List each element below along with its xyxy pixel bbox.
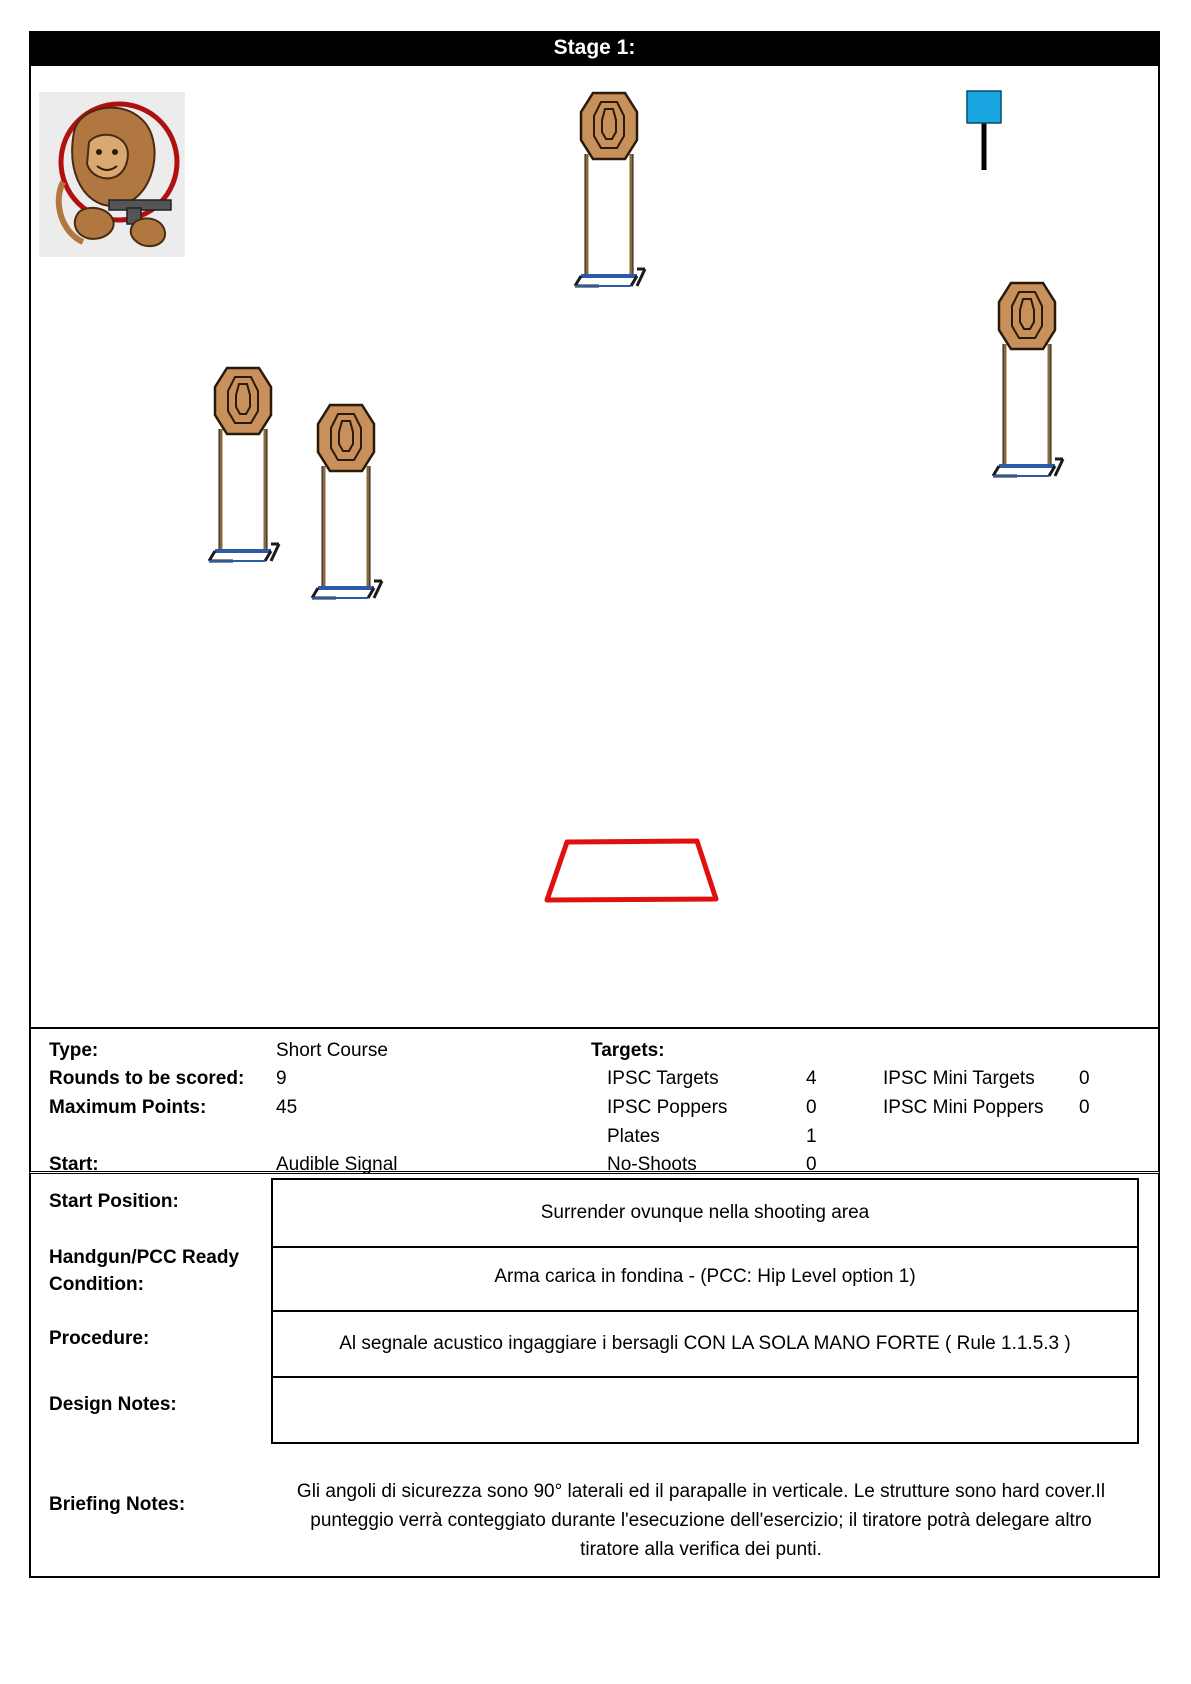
design-notes-label: Design Notes: <box>49 1394 177 1415</box>
design-notes-box <box>271 1378 1139 1444</box>
stage-title-bar <box>29 31 1160 64</box>
stage-diagram <box>29 64 1160 1029</box>
start-label: Start: <box>49 1154 99 1175</box>
stage-info-table <box>29 1027 1160 1175</box>
mini-target-label: IPSC Mini Poppers <box>883 1097 1044 1118</box>
mini-target-label: IPSC Mini Targets <box>883 1068 1035 1089</box>
ipsc-target-3 <box>312 405 382 598</box>
ready-condition-box <box>271 1244 1139 1312</box>
target-type-count: 1 <box>806 1126 817 1147</box>
type-label: Type: <box>49 1040 99 1061</box>
start-position-label: Start Position: <box>49 1191 179 1212</box>
start-value: Audible Signal <box>276 1154 398 1175</box>
ipsc-target-4 <box>993 283 1063 476</box>
target-type-count: 0 <box>806 1097 817 1118</box>
stage-diagram-svg <box>31 66 1158 1027</box>
targets-label: Targets: <box>591 1040 665 1061</box>
shooting-area <box>547 841 716 900</box>
briefing-notes-value: Gli angoli di sicurezza sono 90° laterali ed il parapalle in verticale. Le strutture sono hard cover.Il punteggio verrà conteggiato durante l'esecuzione dell'esercizio; il tiratore potrà delegare altro tiratore alla verifica dei punti. <box>296 1481 1106 1560</box>
start-position-box <box>271 1178 1139 1248</box>
ready-condition-value: Arma carica in fondina - (PCC: Hip Level option 1) <box>494 1266 916 1287</box>
steel-plate <box>967 91 1001 170</box>
stage-details <box>29 1171 1160 1578</box>
type-value: Short Course <box>276 1040 388 1061</box>
target-type-count: 4 <box>806 1068 817 1089</box>
max-points-label: Maximum Points: <box>49 1097 207 1118</box>
ready-condition-label-line1: Handgun/PCC Ready <box>49 1247 240 1268</box>
rounds-value: 9 <box>276 1068 287 1089</box>
procedure-box <box>271 1312 1139 1378</box>
ipsc-target-1 <box>575 93 645 286</box>
procedure-label: Procedure: <box>49 1328 150 1349</box>
target-type-label: IPSC Targets <box>607 1068 719 1089</box>
target-type-count: 0 <box>806 1154 817 1175</box>
stage-title: Stage 1: <box>553 35 636 59</box>
briefing-notes-label: Briefing Notes: <box>49 1494 186 1515</box>
mini-target-count: 0 <box>1079 1068 1090 1089</box>
mini-target-count: 0 <box>1079 1097 1090 1118</box>
target-type-label: No-Shoots <box>607 1154 697 1175</box>
start-position-value: Surrender ovunque nella shooting area <box>540 1202 870 1223</box>
ready-condition-label-line2: Condition: <box>49 1274 144 1295</box>
target-type-label: Plates <box>607 1126 660 1147</box>
max-points-value: 45 <box>276 1097 298 1118</box>
procedure-value: Al segnale acustico ingaggiare i bersagli CON LA SOLA MANO FORTE ( Rule 1.1.5.3 ) <box>339 1333 1071 1354</box>
rounds-label: Rounds to be scored: <box>49 1068 245 1089</box>
club-logo <box>39 92 185 257</box>
target-type-label: IPSC Poppers <box>607 1097 728 1118</box>
ipsc-target-2 <box>209 368 279 561</box>
